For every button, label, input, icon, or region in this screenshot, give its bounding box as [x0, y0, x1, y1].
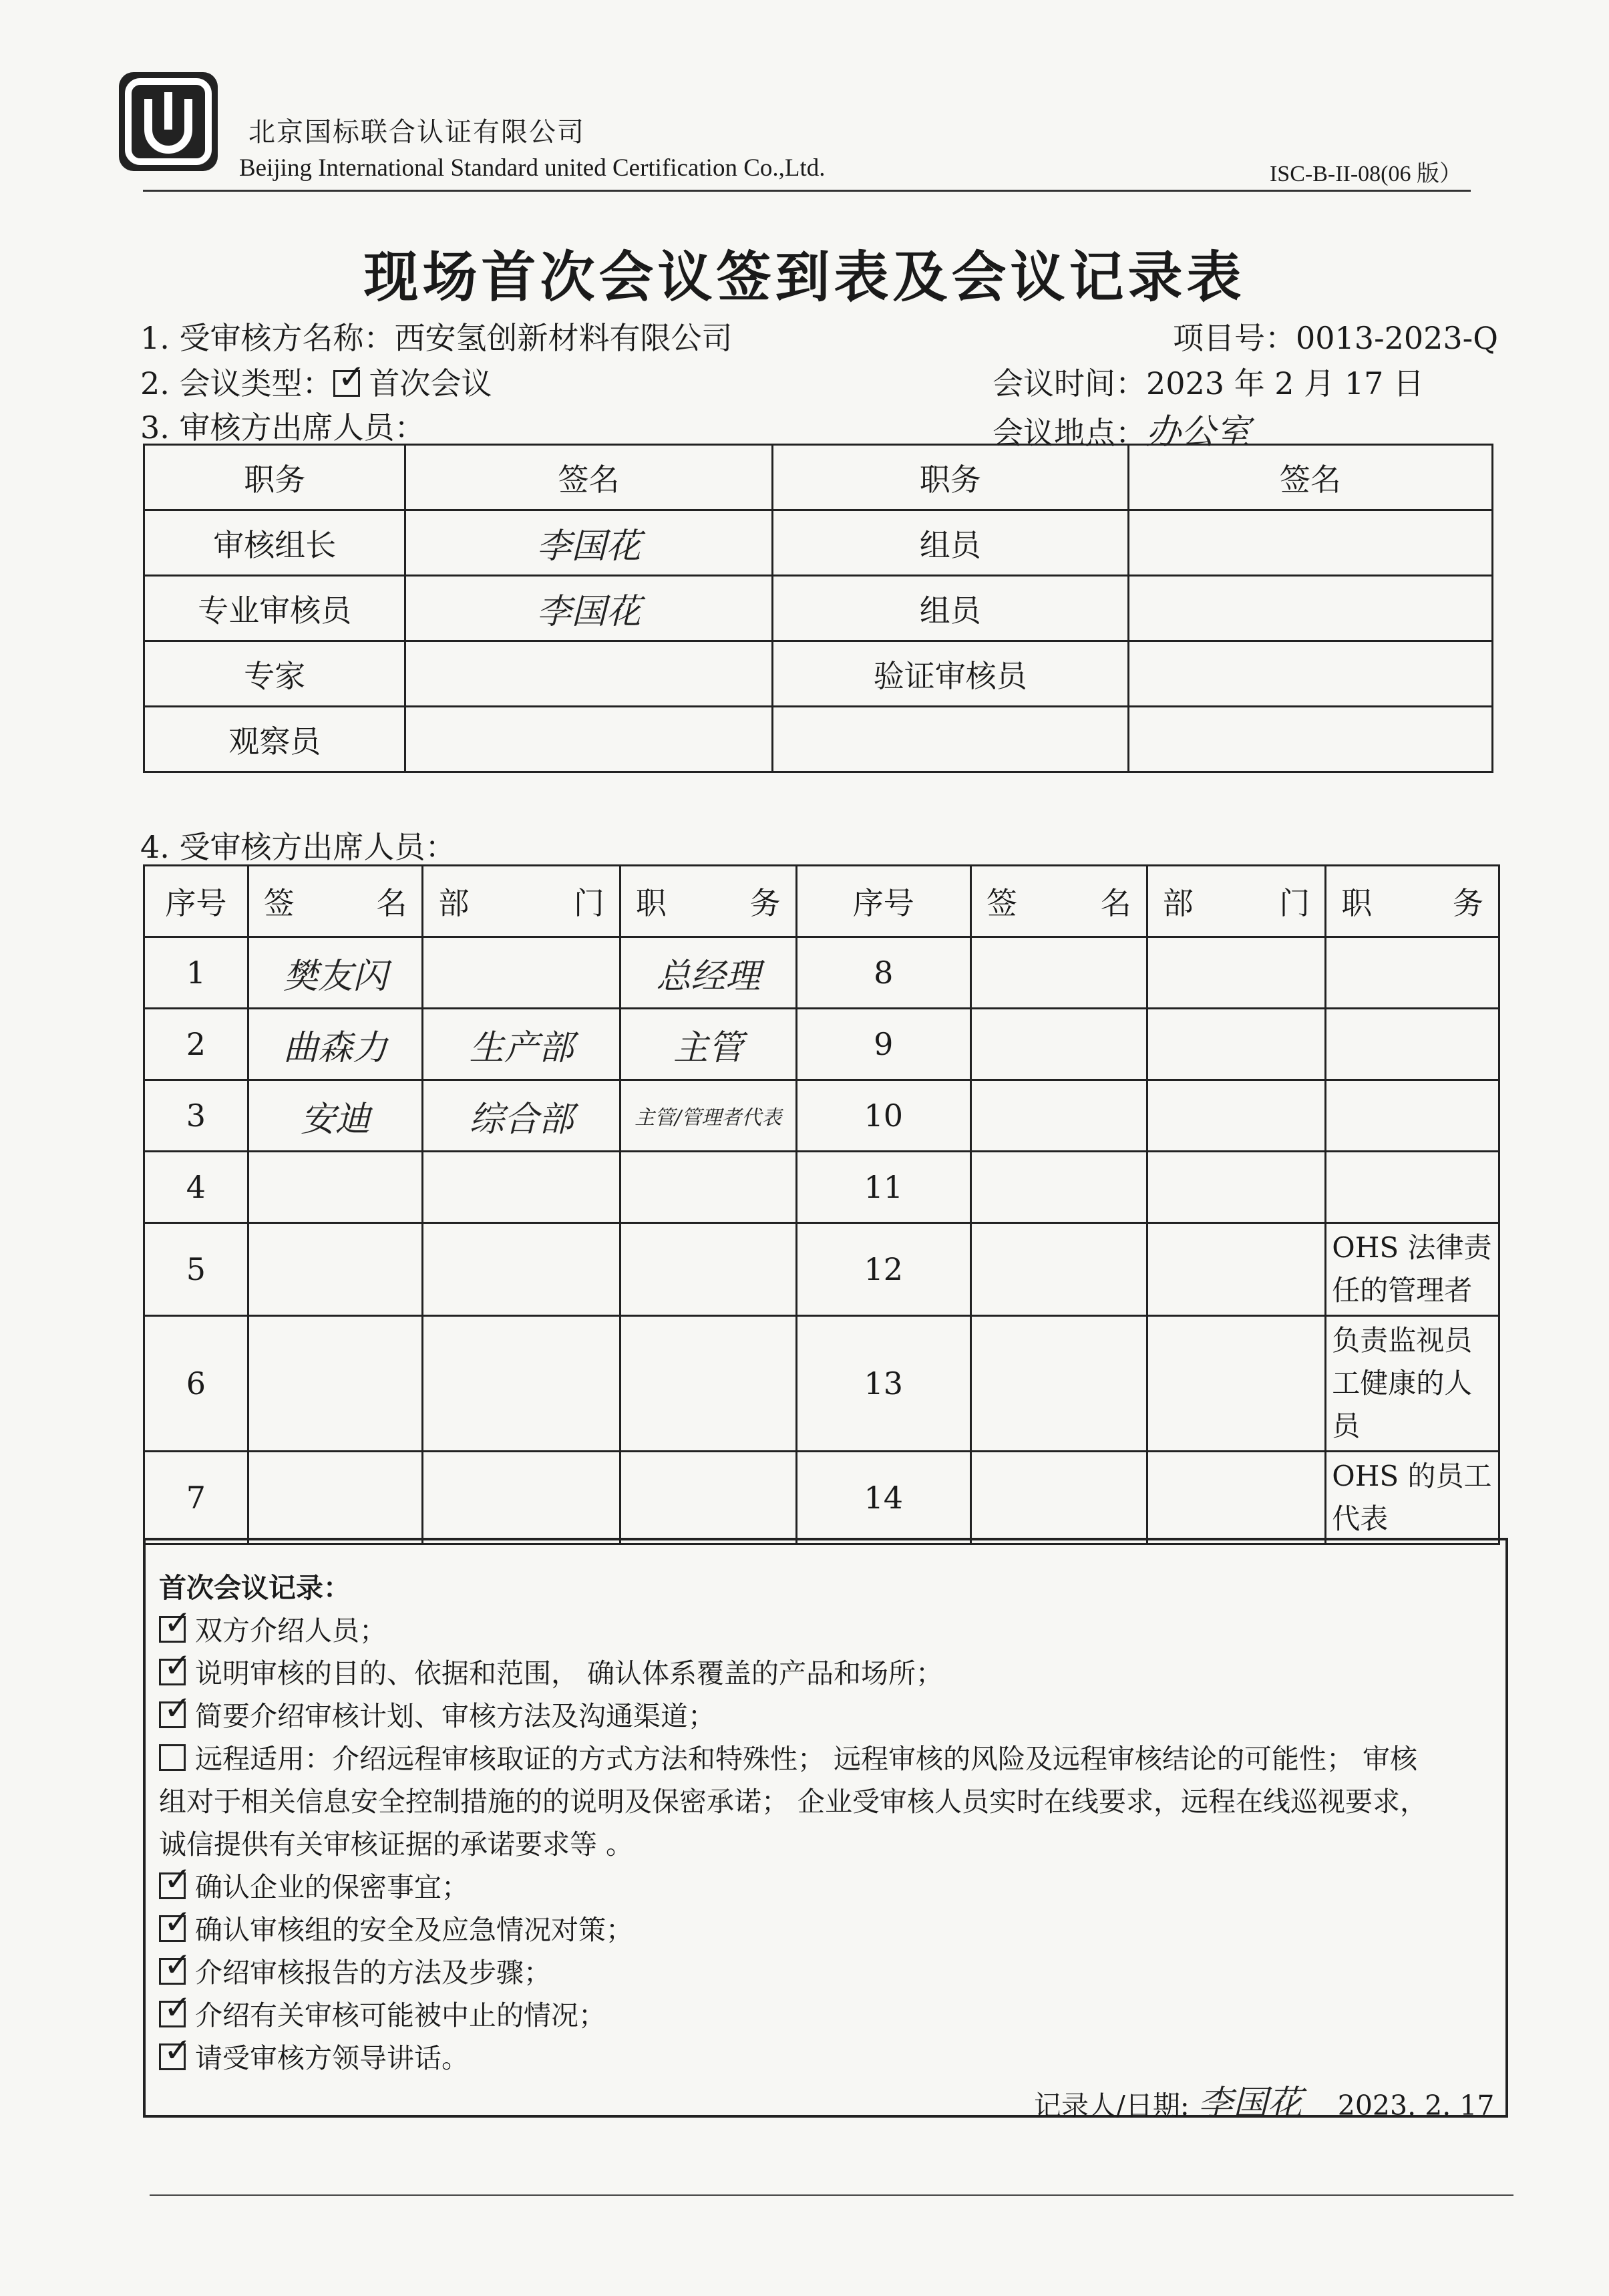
page-title: 现场首次会议签到表及会议记录表	[363, 245, 1246, 309]
checkbox-checked-icon	[159, 1701, 186, 1728]
record-item: ✓说明审核的目的、依据和范围， 确认体系覆盖的产品和场所；	[159, 1651, 943, 1691]
audit-team-table	[143, 444, 1493, 773]
meeting-type-label: 2. 会议类型：	[140, 365, 333, 401]
recorder-signature: 李国花	[1198, 2084, 1302, 2124]
dept-cell: 综合部	[423, 1080, 620, 1152]
table-row	[144, 1223, 1499, 1316]
signature-cell	[405, 707, 772, 772]
signature-cell	[971, 937, 1147, 1009]
auditee-value: 西安氢创新材料有限公司	[394, 320, 733, 356]
dept-cell	[1147, 1316, 1326, 1452]
record-item: ✓介绍审核报告的方法及步骤；	[159, 1951, 551, 1990]
role-cell: 总经理	[620, 937, 796, 1009]
role-cell: 组员	[772, 576, 1128, 641]
meeting-place-label: 会议地点：	[993, 415, 1146, 451]
checkbox-checked-icon	[159, 1659, 186, 1685]
row-number: 1	[144, 937, 248, 1009]
row-number: 13	[796, 1316, 970, 1452]
meeting-type-line	[140, 359, 492, 403]
role-cell: 观察员	[144, 707, 405, 772]
checkbox-checked-icon	[159, 1872, 186, 1899]
project-value: 0013-2023-Q	[1296, 320, 1498, 356]
header-sign: 签 名	[971, 866, 1147, 937]
recorder-label: 记录人/日期:	[1034, 2090, 1190, 2122]
record-item: ✓确认审核组的安全及应急情况对策；	[159, 1908, 633, 1947]
header-sign: 签名	[1128, 445, 1492, 510]
record-item: ✓介绍有关审核可能被中止的情况；	[159, 1993, 606, 2033]
auditee-label: 1. 受审核方名称：	[140, 320, 395, 356]
signature-cell	[248, 1316, 423, 1452]
table-row	[144, 1152, 1499, 1223]
table-row	[144, 576, 1493, 641]
audit-team-header-row	[144, 445, 1493, 510]
dept-cell	[423, 937, 620, 1009]
attendee-header-row	[144, 866, 1499, 937]
signature-cell	[248, 1223, 423, 1316]
role-cell: 专家	[144, 641, 405, 707]
dept-cell	[423, 1223, 620, 1316]
signature-cell: 李国花	[405, 576, 772, 641]
row-number: 14	[796, 1452, 970, 1544]
role-cell: 专业审核员	[144, 576, 405, 641]
row-number: 10	[796, 1080, 970, 1152]
meeting-record-box	[143, 1538, 1508, 2124]
checkbox-checked-icon	[159, 1915, 186, 1942]
dept-cell	[1147, 1223, 1326, 1316]
role-cell	[1326, 1080, 1499, 1152]
form-code: ISC-B-II-08(06 版）	[1269, 162, 1462, 186]
dept-cell	[1147, 1452, 1326, 1544]
table-row	[144, 937, 1499, 1009]
record-item-continued: 组对于相关信息安全控制措施的的说明及保密承诺； 企业受审核人员实时在线要求，远程在线巡视要求，	[159, 1786, 1428, 1818]
meeting-time-line	[993, 359, 1424, 403]
role-cell: OHS 的员工代表	[1326, 1452, 1499, 1544]
dept-cell	[423, 1316, 620, 1452]
record-item: ✓确认企业的保密事宜；	[159, 1865, 469, 1905]
signature-cell	[1128, 576, 1492, 641]
meeting-place-value: 办公室	[1146, 412, 1251, 452]
dept-cell	[1147, 937, 1326, 1009]
auditee-line	[140, 314, 733, 358]
header-no: 序号	[144, 866, 248, 937]
dept-cell	[1147, 1080, 1326, 1152]
table-row	[144, 1452, 1499, 1544]
header-role: 职 务	[1326, 866, 1499, 937]
role-cell: 验证审核员	[772, 641, 1128, 707]
header-role: 职务	[772, 445, 1128, 510]
row-number: 8	[796, 937, 970, 1009]
company-name-en: Beijing International Standard united Certification Co.,Ltd.	[239, 154, 826, 182]
header-no: 序号	[796, 866, 970, 937]
header-sign: 签 名	[248, 866, 423, 937]
role-cell	[620, 1152, 796, 1223]
signature-cell	[248, 1452, 423, 1544]
role-cell	[772, 707, 1128, 772]
signature-cell: 曲森力	[248, 1009, 423, 1080]
signature-cell: 安迪	[248, 1080, 423, 1152]
row-number: 3	[144, 1080, 248, 1152]
signature-cell: 李国花	[405, 510, 772, 576]
signature-cell	[405, 641, 772, 707]
record-item: 远程适用：介绍远程审核取证的方式方法和特殊性； 远程审核的风险及远程审核结论的可能性； 审核	[159, 1737, 1417, 1776]
signature-cell	[1128, 707, 1492, 772]
header-role: 职务	[144, 445, 405, 510]
role-cell	[620, 1316, 796, 1452]
checkbox-checked-icon	[159, 2043, 186, 2070]
row-number: 7	[144, 1452, 248, 1544]
table-row	[144, 641, 1493, 707]
auditee-attendees-label: 4. 受审核方出席人员：	[140, 829, 456, 865]
table-row	[144, 1080, 1499, 1152]
recorder-date: 2023. 2. 17	[1337, 2090, 1495, 2122]
row-number: 11	[796, 1152, 970, 1223]
signature-cell	[971, 1223, 1147, 1316]
table-row	[144, 510, 1493, 576]
signature-cell	[971, 1080, 1147, 1152]
role-cell: 组员	[772, 510, 1128, 576]
checkbox-empty-icon	[159, 1744, 186, 1771]
signature-cell	[971, 1316, 1147, 1452]
header-divider	[143, 190, 1471, 192]
dept-cell	[423, 1452, 620, 1544]
role-cell	[620, 1223, 796, 1316]
signature-cell	[971, 1152, 1147, 1223]
role-cell	[1326, 937, 1499, 1009]
dept-cell	[1147, 1152, 1326, 1223]
row-number: 5	[144, 1223, 248, 1316]
role-cell	[1326, 1152, 1499, 1223]
signature-cell: 樊友闪	[248, 937, 423, 1009]
checkbox-checked-icon	[159, 1616, 186, 1643]
role-cell: 审核组长	[144, 510, 405, 576]
company-name-cn: 北京国标联合认证有限公司	[248, 117, 585, 148]
table-row	[144, 1316, 1499, 1452]
header-sign: 签名	[405, 445, 772, 510]
row-number: 9	[796, 1009, 970, 1080]
meeting-type-value: 首次会议	[369, 365, 492, 401]
role-cell: OHS 法律责任的管理者	[1326, 1223, 1499, 1316]
record-item: ✓请受审核方领导讲话。	[159, 2036, 469, 2076]
record-item-continued: 诚信提供有关审核证据的承诺要求等 。	[159, 1828, 634, 1860]
attendee-table	[143, 864, 1500, 1545]
dept-cell	[423, 1152, 620, 1223]
signature-cell	[971, 1452, 1147, 1544]
audit-attendees-label: 3. 审核方出席人员：	[140, 409, 425, 446]
header-role: 职 务	[620, 866, 796, 937]
role-cell	[1326, 1009, 1499, 1080]
meeting-time-value: 2023 年 2 月 17 日	[1146, 365, 1424, 401]
table-row	[144, 707, 1493, 772]
checkbox-checked-icon	[159, 1958, 186, 1985]
record-item: ✓简要介绍审核计划、审核方法及沟通渠道；	[159, 1694, 715, 1734]
project-line	[1173, 314, 1498, 358]
recorder-line	[1034, 2075, 1494, 2125]
project-label: 项目号：	[1173, 320, 1296, 356]
row-number: 2	[144, 1009, 248, 1080]
dept-cell: 生产部	[423, 1009, 620, 1080]
signature-cell	[971, 1009, 1147, 1080]
dept-cell	[1147, 1009, 1326, 1080]
row-number: 6	[144, 1316, 248, 1452]
role-cell: 主管/管理者代表	[620, 1080, 796, 1152]
signature-cell	[248, 1152, 423, 1223]
checkbox-checked-icon	[159, 2001, 186, 2027]
meeting-type-checkbox	[333, 370, 360, 397]
role-cell: 负责监视员工健康的人员	[1326, 1316, 1499, 1452]
footer-divider	[150, 2194, 1513, 2196]
signature-cell	[1128, 641, 1492, 707]
row-number: 4	[144, 1152, 248, 1223]
company-logo-icon	[119, 72, 218, 171]
meeting-time-label: 会议时间：	[993, 365, 1146, 401]
signature-cell	[1128, 510, 1492, 576]
table-row	[144, 1009, 1499, 1080]
header-dept: 部 门	[423, 866, 620, 937]
role-cell	[620, 1452, 796, 1544]
row-number: 12	[796, 1223, 970, 1316]
role-cell: 主管	[620, 1009, 796, 1080]
record-title: 首次会议记录：	[159, 1572, 351, 1604]
record-item: ✓双方介绍人员；	[159, 1609, 387, 1648]
header-dept: 部 门	[1147, 866, 1326, 937]
